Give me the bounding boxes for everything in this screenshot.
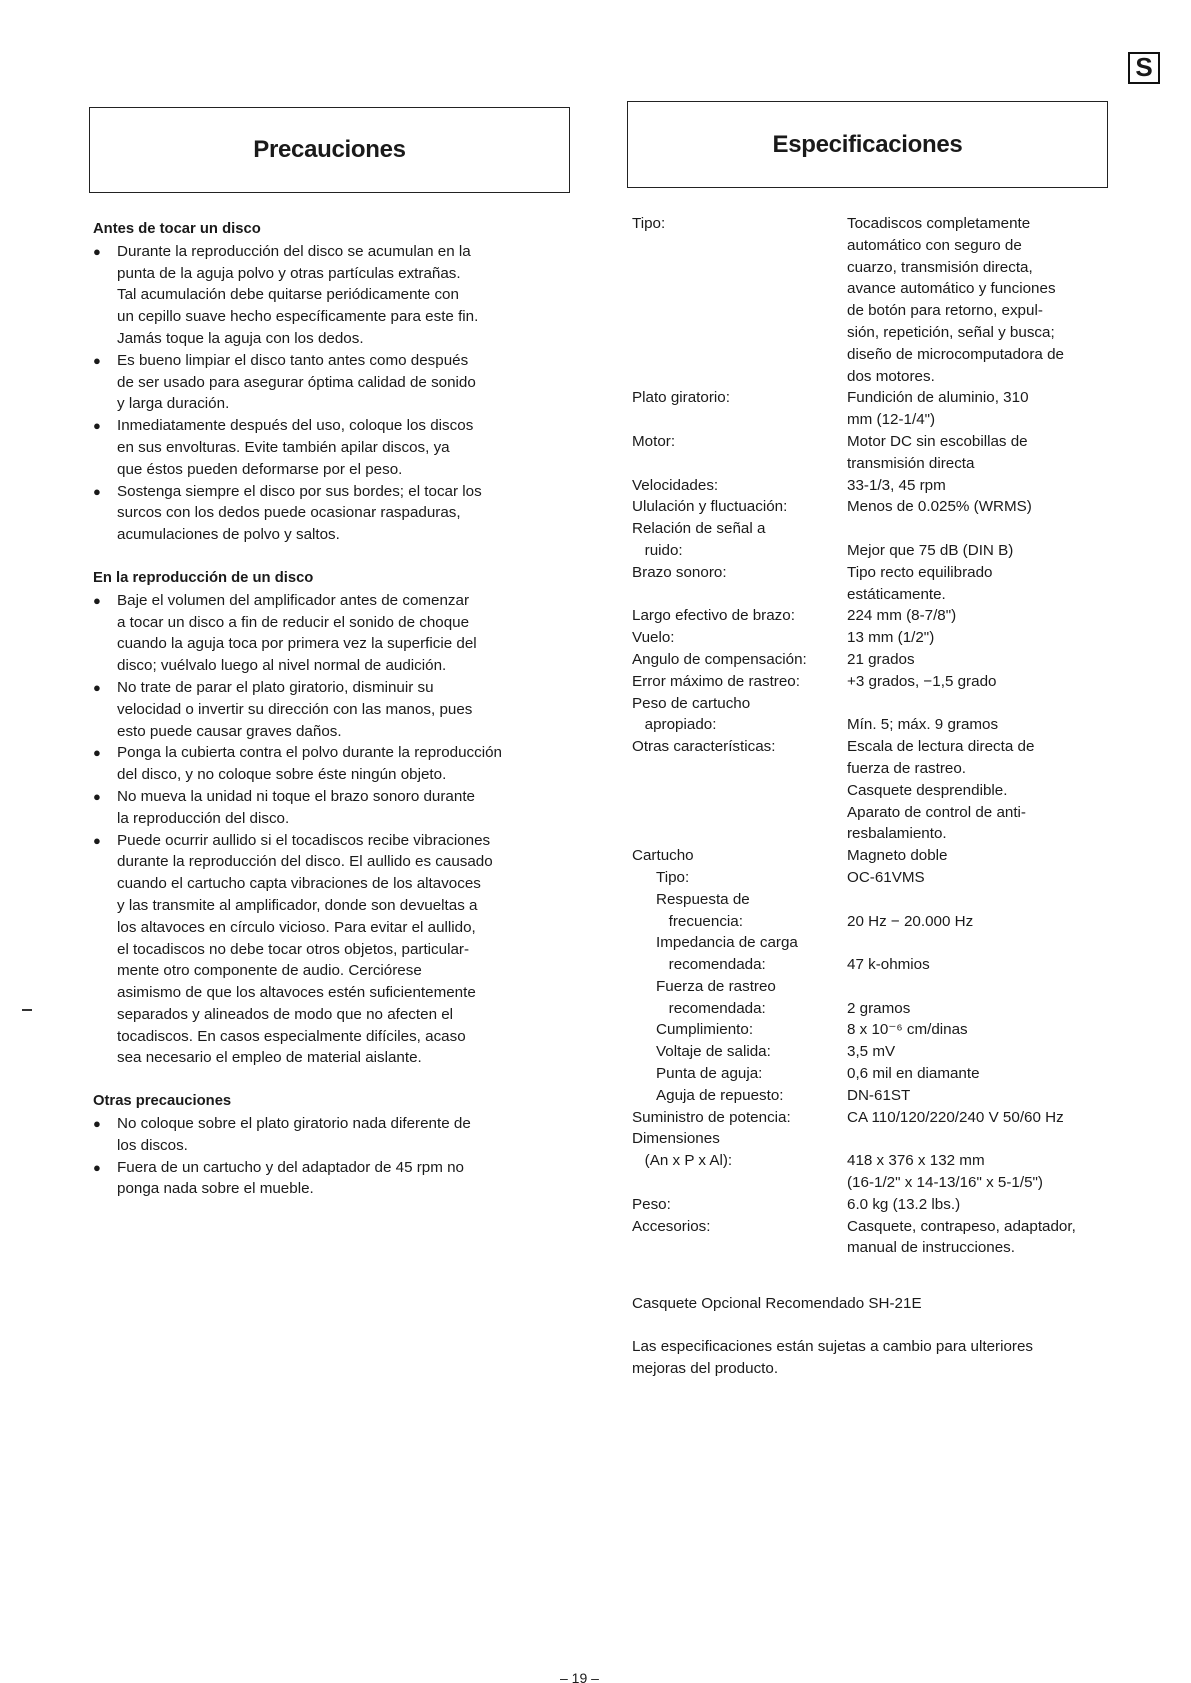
- spec-value: Motor DC sin escobillas de transmisión directa: [847, 432, 1028, 472]
- spec-value: 224 mm (8-7/8"): [847, 607, 957, 625]
- precautions-title: Precauciones: [253, 136, 406, 163]
- spec-label: Suministro de potencia:: [632, 1108, 791, 1126]
- spec-row: [632, 213, 1152, 387]
- spec-row: [632, 649, 1152, 671]
- bullet-dot-icon: ●: [93, 788, 101, 804]
- bullet-text: No trate de parar el plato giratorio, disminuir su velocidad o invertir su dirección con las manos, pues esto puede causar graves daños.: [117, 678, 473, 740]
- spec-value: 418 x 376 x 132 mm (16-1/2" x 14-13/16" x 5-1/5"): [847, 1152, 1043, 1192]
- spec-label: Respuesta de frecuencia:: [656, 890, 750, 930]
- spec-row: [632, 867, 1152, 889]
- bullet-text: Inmediatamente después del uso, coloque los discos en sus envolturas. Evite también apilar discos, ya que éstos pueden deformarse por el peso.: [117, 417, 474, 478]
- spec-label: Impedancia de carga recomendada:: [656, 934, 798, 974]
- spec-value: 6.0 kg (13.2 lbs.): [847, 1195, 961, 1213]
- spec-value: Mín. 5; máx. 9 gramos: [847, 716, 999, 734]
- margin-mark: [22, 1009, 32, 1011]
- spec-value: Fundición de aluminio, 310 mm (12-1/4"): [847, 389, 1029, 429]
- bullet-item: [93, 481, 593, 546]
- spec-label: Brazo sonoro:: [632, 563, 727, 581]
- spec-row: [632, 1216, 1152, 1260]
- bullet-dot-icon: ●: [93, 679, 101, 695]
- spec-value: 20 Hz − 20.000 Hz: [847, 912, 974, 930]
- spec-label: Angulo de compensación:: [632, 650, 807, 668]
- spec-label: Otras características:: [632, 738, 776, 756]
- spec-value: OC-61VMS: [847, 868, 925, 886]
- spec-value: 21 grados: [847, 650, 915, 668]
- spec-row: [632, 1085, 1152, 1107]
- bullet-text: Sostenga siempre el disco por sus bordes; el tocar los surcos con los dedos puede ocasionar raspaduras, acumulaciones de polvo y saltos.: [117, 482, 482, 544]
- spec-value: 13 mm (1/2"): [847, 629, 935, 647]
- specifications-title-box: [627, 101, 1108, 188]
- spec-value: Casquete, contrapeso, adaptador, manual de instrucciones.: [847, 1217, 1076, 1257]
- spec-value: 47 k-ohmios: [847, 956, 930, 974]
- spec-value: +3 grados, −1,5 grado: [847, 672, 997, 690]
- spec-row: [632, 1194, 1152, 1216]
- spec-label: Aguja de repuesto:: [656, 1086, 784, 1104]
- spec-row: [632, 1107, 1152, 1129]
- bullet-item: [93, 830, 593, 1070]
- spec-label: Accesorios:: [632, 1217, 711, 1235]
- spec-value: Tocadiscos completamente automático con seguro de cuarzo, transmisión directa, avance automático y funciones de botón para retorno, expul- sión, repetición, señal y busca; diseño de microcomputadora de dos motores.: [847, 215, 1064, 385]
- section-heading: Otras precauciones: [93, 1093, 232, 1110]
- spec-value: CA 110/120/220/240 V 50/60 Hz: [847, 1108, 1064, 1126]
- spec-row: [632, 736, 1152, 845]
- bullet-item: [93, 1113, 593, 1157]
- spec-label: Velocidades:: [632, 476, 719, 494]
- spec-label: Error máximo de rastreo:: [632, 672, 800, 690]
- spec-label: Tipo:: [656, 868, 690, 886]
- bullet-dot-icon: ●: [93, 832, 101, 848]
- bullet-text: Baje el volumen del amplificador antes de comenzar a tocar un disco a fin de reducir el sonido de choque cuando la aguja toca por primera vez la superficie del disco; vuélvalo luego al nivel normal de audición.: [117, 591, 477, 675]
- spec-label: Motor:: [632, 432, 676, 450]
- specifications-column: [632, 213, 1152, 1259]
- precautions-title-box: [89, 107, 570, 193]
- spec-label: Dimensiones (An x P x Al):: [632, 1130, 733, 1170]
- spec-row: [632, 496, 1152, 518]
- section-heading: En la reproducción de un disco: [93, 569, 314, 586]
- bullet-dot-icon: ●: [93, 1116, 101, 1132]
- spec-value: Mejor que 75 dB (DIN B): [847, 541, 1014, 559]
- bullet-dot-icon: ●: [93, 745, 101, 761]
- spec-label: Punta de aguja:: [656, 1065, 763, 1083]
- spec-row: [632, 605, 1152, 627]
- spec-label: Fuerza de rastreo recomendada:: [656, 977, 776, 1017]
- bullet-text: No mueva la unidad ni toque el brazo sonoro durante la reproducción del disco.: [117, 787, 475, 827]
- spec-label: Largo efectivo de brazo:: [632, 607, 795, 625]
- specifications-title: Especificaciones: [772, 130, 963, 158]
- bullet-dot-icon: ●: [93, 1159, 101, 1175]
- language-badge: S: [1128, 52, 1160, 84]
- bullet-item: [93, 786, 593, 830]
- spec-row: [632, 475, 1152, 497]
- spec-row: [632, 627, 1152, 649]
- bullet-text: Puede ocurrir aullido si el tocadiscos recibe vibraciones durante la reproducción del disco. El aullido es causado cuando el cartucho capta vibraciones de los altavoces y las transmite al amplificador, donde son devueltas a los altavoces en círculo vicioso. Para evitar el aullido, el tocadiscos no debe tocar otros objetos, particular- mente otro componente de audio. Cerciórese asimismo de que los altavoces estén suficientemente separados y alineados de modo que no afecten el tocadiscos. En casos especialmente difíciles, acaso sea necesario el empleo de material aislante.: [117, 831, 493, 1067]
- bullet-dot-icon: ●: [93, 592, 101, 608]
- spec-value: 0,6 mil en diamante: [847, 1065, 980, 1083]
- spec-row: [632, 671, 1152, 693]
- spec-label: Peso de cartucho apropiado:: [632, 694, 751, 734]
- spec-label: Cumplimiento:: [656, 1021, 754, 1039]
- spec-row: [632, 562, 1152, 606]
- spec-value: 33-1/3, 45 rpm: [847, 476, 946, 494]
- bullet-text: No coloque sobre el plato giratorio nada diferente de los discos.: [117, 1115, 471, 1154]
- bullet-dot-icon: ●: [93, 352, 101, 368]
- spec-value: Menos de 0.025% (WRMS): [847, 498, 1032, 516]
- spec-row: [632, 932, 1152, 976]
- spec-label: Voltaje de salida:: [656, 1043, 771, 1061]
- section-heading: Antes de tocar un disco: [93, 221, 261, 237]
- spec-row: [632, 976, 1152, 1020]
- changes-note: Las especificaciones están sujetas a cambio para ulteriores mejoras del producto.: [632, 1338, 1034, 1377]
- spec-row: [632, 1128, 1152, 1193]
- optional-cartridge-note: Casquete Opcional Recomendado SH-21E: [632, 1295, 922, 1312]
- spec-value: Tipo recto equilibrado estáticamente.: [847, 563, 993, 603]
- precaution-section: [93, 568, 593, 1069]
- bullet-item: [93, 742, 593, 786]
- spec-row: [632, 387, 1152, 431]
- spec-label: Peso:: [632, 1195, 671, 1213]
- spec-row: [632, 693, 1152, 737]
- bullet-text: Durante la reproducción del disco se acumulan en la punta de la aguja polvo y otras partículas extrañas. Tal acumulación debe quitarse periódicamente con un cepillo suave hecho específicamente para este fin. Jamás toque la aguja con los dedos.: [117, 242, 479, 347]
- bullet-item: [93, 241, 593, 350]
- bullet-item: [93, 1157, 593, 1201]
- spec-value: 3,5 mV: [847, 1043, 896, 1061]
- spec-value: Magneto doble: [847, 847, 948, 865]
- spec-value: 2 gramos: [847, 999, 911, 1017]
- spec-row: [632, 1063, 1152, 1085]
- spec-label: Plato giratorio:: [632, 389, 730, 407]
- bullet-dot-icon: ●: [93, 418, 101, 434]
- spec-row: [632, 1041, 1152, 1063]
- spec-label: Tipo:: [632, 215, 666, 232]
- spec-row: [632, 845, 1152, 867]
- page-number: – 19 –: [560, 1670, 599, 1683]
- precaution-section: [93, 219, 593, 546]
- spec-row: [632, 518, 1152, 562]
- bullet-item: [93, 677, 593, 742]
- spec-value: 8 x 10⁻⁶ cm/dinas: [847, 1021, 968, 1039]
- spec-label: Relación de señal a ruido:: [632, 520, 766, 559]
- bullet-text: Es bueno limpiar el disco tanto antes como después de ser usado para asegurar óptima calidad de sonido y larga duración.: [117, 351, 476, 413]
- spec-label: Vuelo:: [632, 629, 675, 647]
- spec-value: DN-61ST: [847, 1086, 911, 1104]
- bullet-text: Fuera de un cartucho y del adaptador de 45 rpm no ponga nada sobre el mueble.: [117, 1158, 465, 1198]
- bullet-item: [93, 415, 593, 480]
- bullet-item: [93, 350, 593, 415]
- precaution-section: [93, 1091, 593, 1200]
- spec-label: Cartucho: [632, 847, 694, 865]
- spec-row: [632, 431, 1152, 475]
- bullet-dot-icon: ●: [93, 243, 101, 259]
- bullet-item: [93, 590, 593, 677]
- spec-row: [632, 889, 1152, 933]
- bullet-dot-icon: ●: [93, 483, 101, 499]
- precautions-column: [93, 219, 593, 1222]
- bullet-text: Ponga la cubierta contra el polvo durante la reproducción del disco, y no coloque sobre éste ningún objeto.: [117, 744, 502, 784]
- spec-value: Escala de lectura directa de fuerza de rastreo. Casquete desprendible. Aparato de control de anti- resbalamiento.: [847, 738, 1035, 843]
- spec-row: [632, 1019, 1152, 1041]
- spec-label: Ululación y fluctuación:: [632, 498, 788, 516]
